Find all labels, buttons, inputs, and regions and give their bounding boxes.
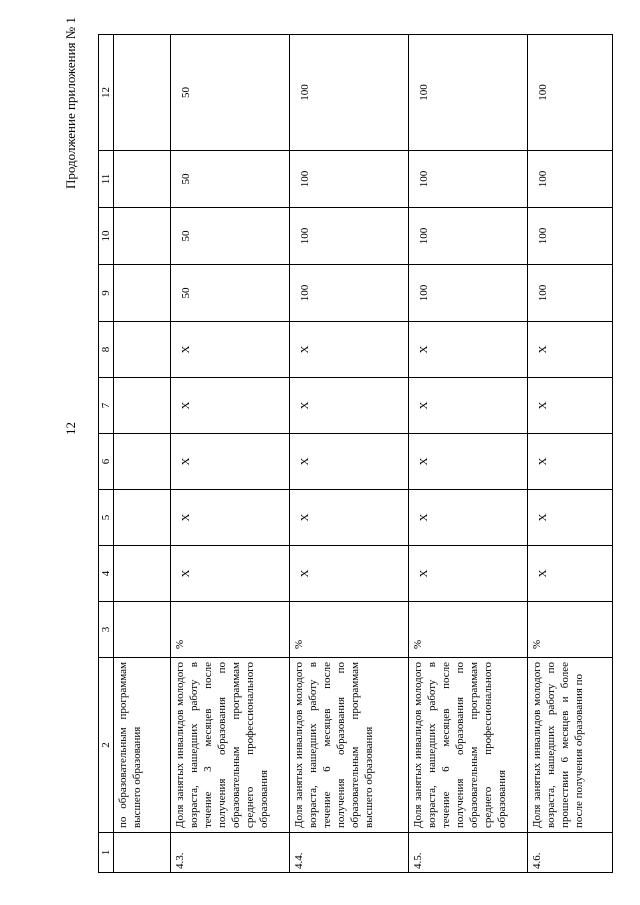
value-cell: X — [171, 546, 290, 602]
header-cell: 10 — [99, 208, 114, 265]
value-cell: X — [171, 378, 290, 434]
row-number: 4.3. — [171, 833, 290, 873]
value-cell: 50 — [171, 151, 290, 208]
value-cell: 100 — [528, 208, 613, 265]
empty-cell — [114, 151, 171, 208]
value-cell: X — [290, 546, 409, 602]
header-cell: 11 — [99, 151, 114, 208]
value-cell: X — [290, 490, 409, 546]
indicator-text: Доля занятых инвалидов молодого возраста, нашедших работу по прошествии 6 месяцев и более после получения образования по — [528, 658, 613, 833]
value-cell: 100 — [290, 265, 409, 322]
indicators-table — [98, 34, 613, 873]
row-number — [114, 833, 171, 873]
value-cell: 100 — [409, 35, 528, 151]
header-row — [99, 35, 114, 873]
table-row — [171, 35, 290, 873]
value-cell: X — [409, 378, 528, 434]
indicator-text: Доля занятых инвалидов молодого возраста, нашедших работу в течение 6 месяцев после получения образования по образовательным программам высшего образования — [290, 658, 409, 833]
row-number: 4.5. — [409, 833, 528, 873]
continued-row — [114, 35, 171, 873]
empty-cell — [114, 208, 171, 265]
value-cell: X — [409, 546, 528, 602]
value-cell: X — [528, 378, 613, 434]
value-cell: X — [409, 490, 528, 546]
unit-cell: % — [171, 602, 290, 658]
value-cell: 100 — [528, 265, 613, 322]
header-cell: 12 — [99, 35, 114, 151]
empty-cell — [114, 35, 171, 151]
empty-cell — [114, 322, 171, 378]
value-cell: 100 — [528, 35, 613, 151]
value-cell: X — [528, 322, 613, 378]
header-cell: 3 — [99, 602, 114, 658]
value-cell: 50 — [171, 208, 290, 265]
value-cell: 100 — [290, 35, 409, 151]
continued-indicator-text: по образовательным программам высшего образования — [114, 658, 171, 833]
header-cell: 5 — [99, 490, 114, 546]
page-number: 12 — [63, 422, 78, 435]
row-number: 4.6. — [528, 833, 613, 873]
indicator-text: Доля занятых инвалидов молодого возраста, нашедших работу в течение 6 месяцев после получения образования по образовательным программам среднего профессионального образования — [409, 658, 528, 833]
table-row — [409, 35, 528, 873]
header-cell: 6 — [99, 434, 114, 490]
value-cell: X — [290, 434, 409, 490]
value-cell: X — [528, 490, 613, 546]
value-cell: 50 — [171, 265, 290, 322]
value-cell: X — [171, 490, 290, 546]
empty-cell — [114, 434, 171, 490]
empty-cell — [114, 602, 171, 658]
header-cell: 9 — [99, 265, 114, 322]
value-cell: X — [528, 546, 613, 602]
header-cell: 1 — [99, 833, 114, 873]
continuation-label: Продолжение приложения № 1 — [63, 17, 78, 189]
value-cell: 100 — [528, 151, 613, 208]
header-cell: 4 — [99, 546, 114, 602]
value-cell: 100 — [409, 208, 528, 265]
value-cell: 100 — [290, 151, 409, 208]
unit-cell: % — [290, 602, 409, 658]
table-row — [528, 35, 613, 873]
unit-cell: % — [528, 602, 613, 658]
empty-cell — [114, 490, 171, 546]
value-cell: 50 — [171, 35, 290, 151]
header-cell: 8 — [99, 322, 114, 378]
value-cell: X — [171, 322, 290, 378]
header-cell: 7 — [99, 378, 114, 434]
value-cell: X — [528, 434, 613, 490]
value-cell: 100 — [409, 265, 528, 322]
indicator-text: Доля занятых инвалидов молодого возраста, нашедших работу в течение 3 месяцев после получения образования по образовательным программам среднего профессионального образования — [171, 658, 290, 833]
value-cell: X — [409, 434, 528, 490]
value-cell: X — [290, 378, 409, 434]
value-cell: 100 — [290, 208, 409, 265]
unit-cell: % — [409, 602, 528, 658]
value-cell: X — [290, 322, 409, 378]
header-cell: 2 — [99, 658, 114, 833]
table-row — [290, 35, 409, 873]
row-number: 4.4. — [290, 833, 409, 873]
empty-cell — [114, 378, 171, 434]
value-cell: 100 — [409, 151, 528, 208]
value-cell: X — [171, 434, 290, 490]
value-cell: X — [409, 322, 528, 378]
empty-cell — [114, 546, 171, 602]
empty-cell — [114, 265, 171, 322]
